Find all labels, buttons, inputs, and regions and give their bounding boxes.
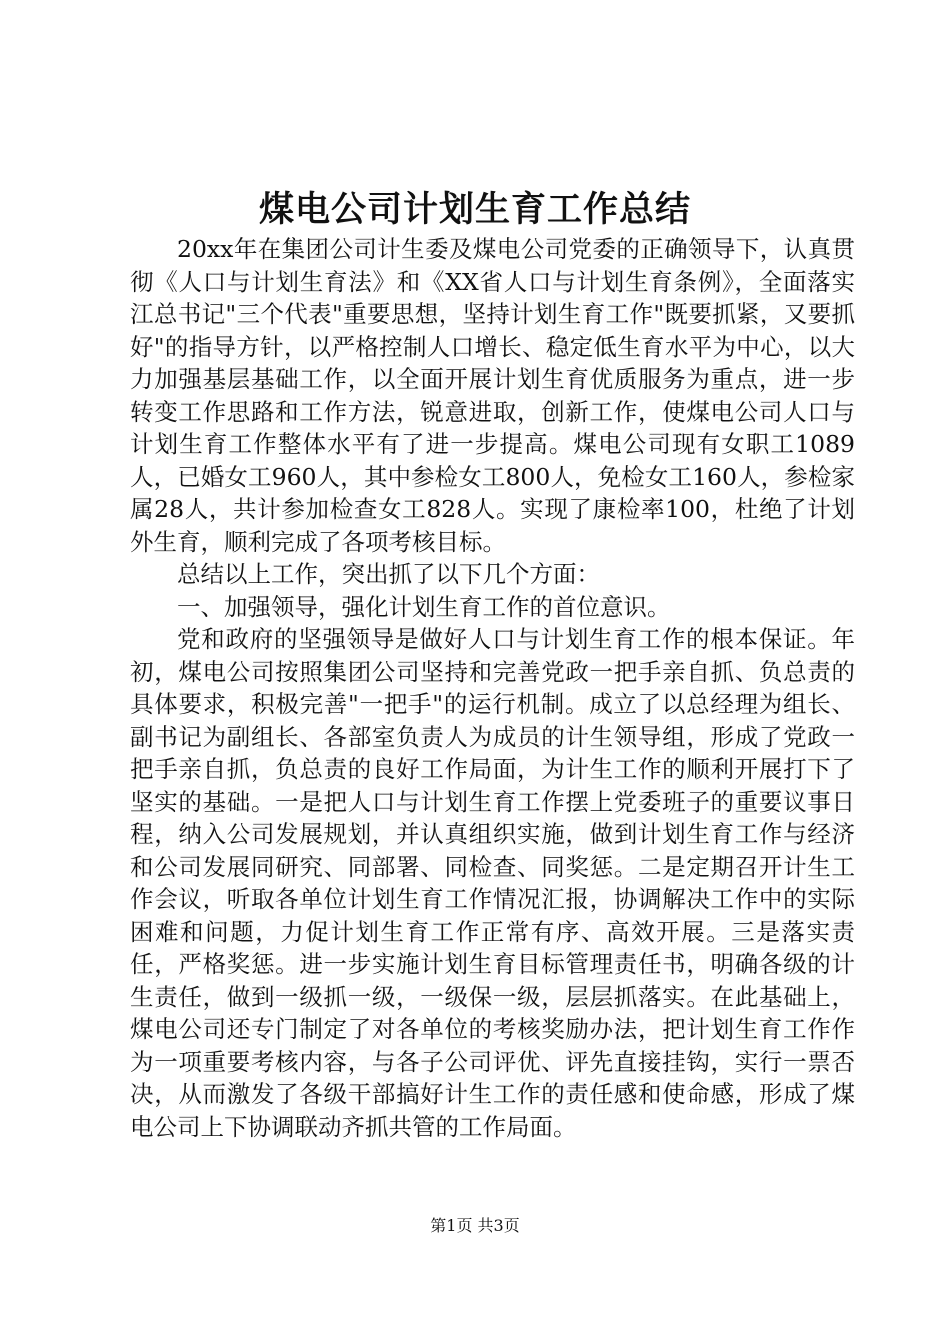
section-heading-1: 一、加强领导，强化计划生育工作的首位意识。: [177, 592, 671, 621]
document-title: 煤电公司计划生育工作总结: [258, 189, 691, 230]
paragraph-intro: 20xx年在集团公司计生委及煤电公司党委的正确领导下，认真贯彻《人口与计划生育法》和《XX省人口与计划生育条例》，全面落实江总书记"三个代表"重要思想，坚持计划生育工作"既要抓紧，又要抓好"的指导方针，以严格控制人口增长、稳定低生育水平为中心，以大力加强基层基础工作，以全面开展计划生育优质服务为重点，进一步转变工作思路和工作方法，锐意进取，创新工作，使煤电公司人口与计划生育工作整体水平有了进一步提高。煤电公司现有女职工1089人，已婚女工960人，其中参检女工800人，免检女工160人，参检家属28人，共计参加检查女工828人。实现了康检率100，杜绝了计划外生育，顺利完成了各项考核目标。: [130, 235, 855, 556]
paragraph-summary-lead: 总结以上工作，突出抓了以下几个方面：: [177, 560, 600, 588]
page-number-footer: 第1页 共3页: [430, 1216, 520, 1235]
document-body: [130, 233, 855, 1143]
paragraph-leadership: 党和政府的坚强领导是做好人口与计划生育工作的根本保证。年初，煤电公司按照集团公司坚持和完善党政一把手亲自抓、负总责的具体要求，积极完善"一把手"的运行机制。成立了以总经理为组长、副书记为副组长、各部室负责人为成员的计生领导组，形成了党政一把手亲自抓，负总责的良好工作局面，为计生工作的顺利开展打下了坚实的基础。一是把人口与计划生育工作摆上党委班子的重要议事日程，纳入公司发展规划，并认真组织实施，做到计划生育工作与经济和公司发展同研究、同部署、同检查、同奖惩。二是定期召开计生工作会议，听取各单位计划生育工作情况汇报，协调解决工作中的实际困难和问题，力促计划生育工作正常有序、高效开展。三是落实责任，严格奖惩。进一步实施计划生育目标管理责任书，明确各级的计生责任，做到一级抓一级，一级保一级，层层抓落实。在此基础上，煤电公司还专门制定了对各单位的考核奖励办法，把计划生育工作作为一项重要考核内容，与各子公司评优、评先直接挂钩，实行一票否决，从而激发了各级干部搞好计生工作的责任感和使命感，形成了煤电公司上下协调联动齐抓共管的工作局面。: [130, 625, 855, 1141]
